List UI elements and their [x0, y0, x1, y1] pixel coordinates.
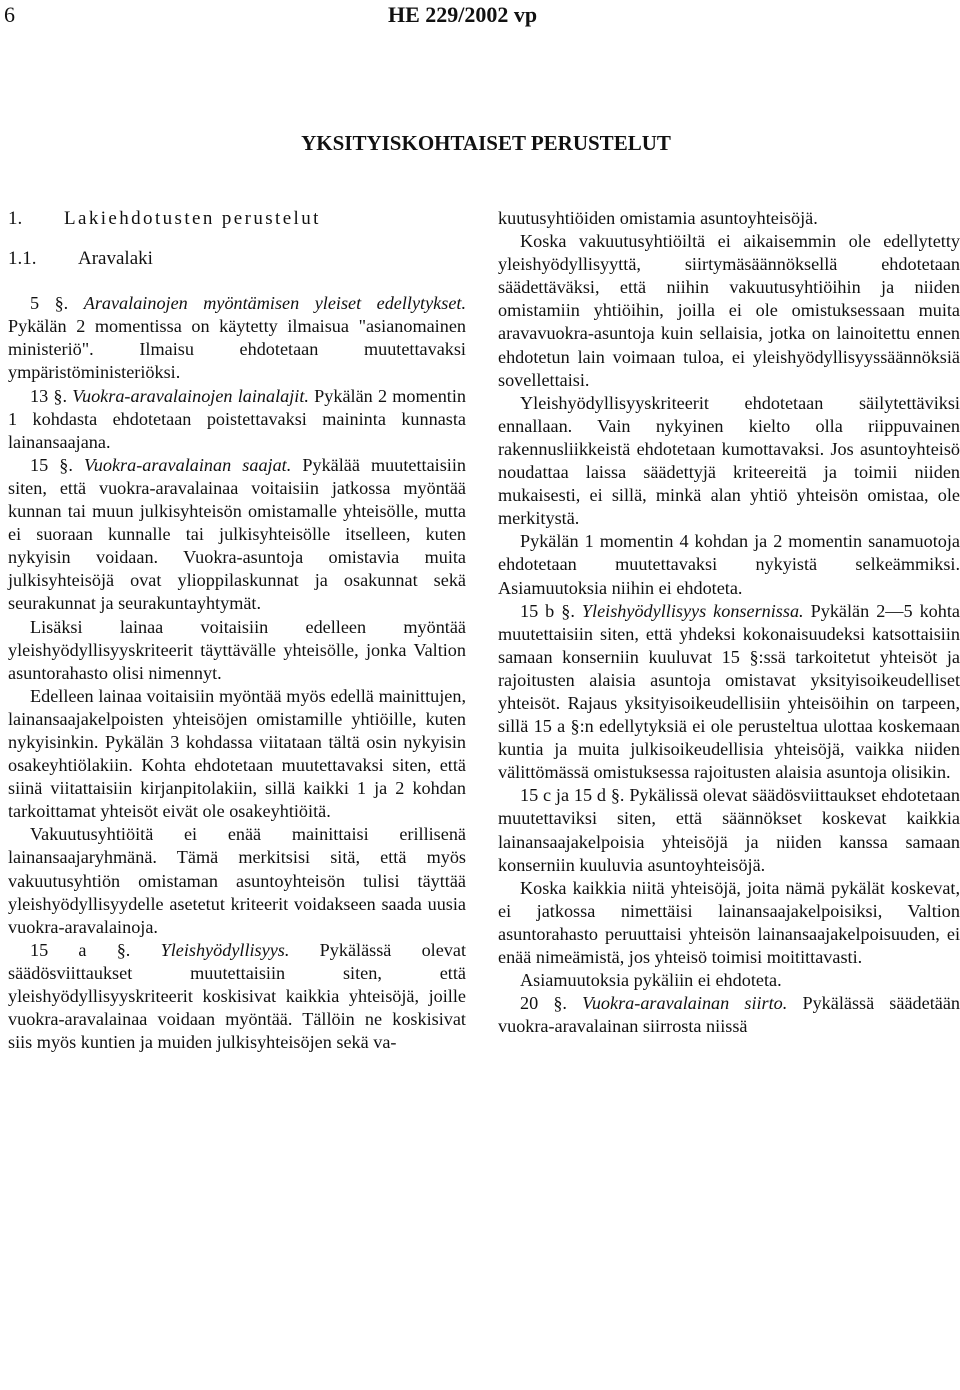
paragraph [8, 292, 466, 384]
section-ref: 15 b §. [520, 600, 575, 621]
section-ref: 5 §. [30, 293, 69, 314]
section-heading [8, 247, 466, 270]
paragraph: 15 c ja 15 d §. Pykälissä olevat säädösviittaukset ehdotetaan muutettaviksi siten, että säännökset koskevat kaikkia lainansaajakelpoisia yhteisöjä ja niiden kanssa samaan konserniin kuuluvia asuntoyhteisöjä. [498, 785, 960, 875]
paragraph [498, 600, 960, 785]
section-ref: 13 §. [30, 385, 68, 406]
left-column [8, 207, 466, 1054]
chapter-number: 1. [8, 208, 23, 229]
paragraph-body: Pykälän 2 momentissa on käytetty ilmaisua "asianomainen ministeriö". Ilmaisu ehdotetaan muutettavaksi ympäristöministeriöksi. [8, 316, 466, 383]
paragraph: Edelleen lainaa voitaisiin myöntää myös edellä mainittujen, lainansaajakelpoisten yhteisöjen omistamille yhtiöille, kuten nykyisinkin. Pykälän 3 kohdassa viitataan tältä osin nykyisin osakeyhtiölakiin. Kohta ehdotetaan muutettavaksi siten, että siinä viitattaisiin kirjanpitolakiin, sillä kaikki 1 ja 2 kohdan tarkoittamat yhteisöt eivät ole osakeyhtiöitä. [8, 685, 466, 822]
chapter-heading [8, 207, 466, 230]
paragraph-body: Pykälää muutettaisiin siten, että vuokra-aravalainaa voitaisiin jatkossa myöntää kunnan tai muun julkisyhteisön omistamalle yhteisölle, mutta ei suoraan kunnalle tai julkisyhteisölle itselleen, kuten nykyisin voidaan. Vuokra-asuntoja omistavia muita julkisyhteisöjä ovat ylioppilaskunnat ja osakunnat sekä seurakunnat ja seurakuntayhtymät. [8, 454, 467, 614]
paragraph-continuation: kuutusyhtiöiden omistamia asuntoyhteisöjä. [498, 208, 818, 228]
page-header [0, 0, 960, 34]
section-title-italic: Vuokra-aravalainojen lainalajit. [72, 385, 309, 406]
paragraph [8, 385, 466, 454]
section-title-italic: Aravalainojen myöntämisen yleiset edellytykset. [83, 293, 466, 314]
paragraph: Yleishyödyllisyyskriteerit ehdotetaan säilytettäviksi ennallaan. Vain nykyinen kielto olla riippuvainen rakennusliikkeistä ehdotetaan kumottavaksi. Jos asuntoyhteisö noudattaa laissa säädettyjä kriteereitä ja toimii niiden mukaisesti, ei sillä, minkä alan yhtiö yhteisön omistaa, ole merkitystä. [498, 392, 960, 529]
section-ref: 15 a §. [30, 939, 131, 960]
paragraph [8, 454, 466, 616]
paragraph: Koska kaikkia niitä yhteisöjä, joita nämä pykälät koskevat, ei jatkossa nimettäisi lainansaajakelpoisiksi, Valtion asuntorahasto peruuttaisi yhteisön lainansaajakelpoisuuden, ei enää nimeämistä, jos yhteisö toimisi moitittavasti. [498, 877, 960, 967]
paragraph: Pykälän 1 momentin 4 kohdan ja 2 momentin sanamuotoja ehdotetaan muutettavaksi nykyistä selkeämmiksi. Asiamuutoksia niihin ei ehdoteta. [498, 531, 960, 598]
chapter-title: Lakiehdotusten perustelut [64, 208, 321, 229]
paragraph-body: Pykälässä säädetään vuokra-aravalainan siirrosta niissä [498, 993, 960, 1037]
section-title-italic: Vuokra-aravalainan siirto. [582, 993, 788, 1014]
section-title-italic: Yleishyödyllisyys konsernissa. [581, 600, 804, 621]
paragraph: Vakuutusyhtiöitä ei enää mainittaisi erillisenä lainansaajaryhmänä. Tämä merkitsisi sitä, että myös vakuutusyhtiön omistaman asuntoyhteisön tulisi täyttää yleishyödyllisyydelle asetetut kriteerit voidakseen saada uusia vuokra-aravalainoja. [8, 824, 466, 937]
paragraph [498, 992, 960, 1038]
main-heading [0, 131, 960, 156]
section-title: Aravalaki [78, 248, 153, 270]
section-ref: 15 §. [30, 454, 73, 475]
main-heading-text: YKSITYISKOHTAISET PERUSTELUT [301, 131, 671, 155]
section-number: 1.1. [8, 248, 37, 270]
paragraph [8, 939, 466, 1054]
paragraph-body: Pykälän 2 momentin 1 kohdasta ehdotetaan poistettavaksi maininta kunnasta lainansaajana. [8, 385, 467, 452]
paragraph-body: Pykälän 2—5 kohta muutettaisiin siten, että yhdeksi kokonaisuudeksi katsottaisiin samaan konserniin kuuluvat 15 §:ssä tarkoitetut yhteisöt ja rajoitusten alaisia asuntoja omistavat yksityisoikeudelliset yhteisöt. Rajaus yksityisoikeudellisiin yhteisöihin on tarpeen, sillä 15 a §:n edellytyksiä ei ole perusteltua ulottaa koskemaan kuntia ja muita julkisoikeudellisia yhteisöjä, vaikka niiden välittömässä omistuksessa rajoitusten alaisia asuntoja olisikin. [498, 600, 960, 783]
section-title-italic: Yleishyödyllisyys. [160, 939, 290, 960]
right-column [498, 207, 960, 1038]
page-number: 6 [4, 2, 15, 27]
document-id: HE 229/2002 vp [388, 2, 538, 27]
section-ref: 20 §. [520, 993, 567, 1014]
paragraph: Asiamuutoksia pykäliin ei ehdoteta. [520, 970, 782, 991]
paragraph-body: Pykälässä olevat säädösviittaukset muutettaisiin siten, että yleishyödyllisyyskriteerit koskisivat kaikkia yhteisöjä, joille vuokra-aravalainaa voidaan myöntää. Tällöin ne koskisivat siis myös kuntien ja muiden julkisyhteisöjen sekä va- [8, 939, 467, 1053]
paragraph: Koska vakuutusyhtiöiltä ei aikaisemmin ole edellytetty yleishyödyllisyyttä, siirtymäsäännöksellä ehdotetaan säädettäväksi, että niihin vakuutusyhtiöihin ja niiden omistamiin yhtiöihin, joilla ei ole omistuksessaan muita aravavuokra-asuntoja kuin sellaisia, jotka on lainoitettu ennen ehdotetun lain voimaan tuloa, ei yleishyödyllisyyssäännöksiä sovellettaisi. [498, 231, 960, 390]
paragraph: Lisäksi lainaa voitaisiin edelleen myöntää yleishyödyllisyyskriteerit täyttävälle yhteisölle, jonka Valtion asuntorahasto olisi nimennyt. [8, 616, 466, 683]
section-title-italic: Vuokra-aravalainan saajat. [84, 454, 292, 475]
